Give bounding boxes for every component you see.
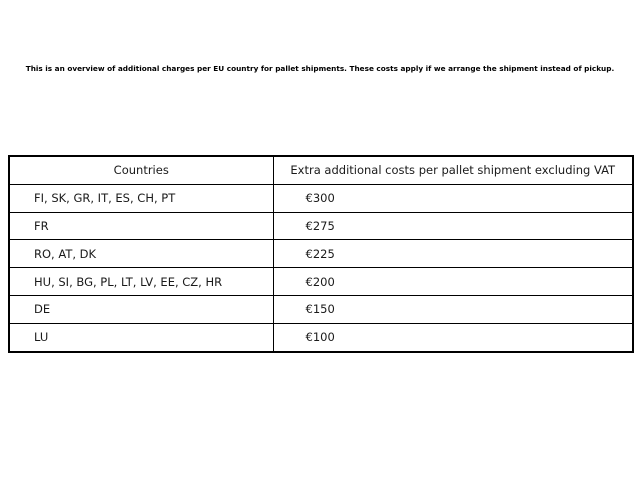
countries-cell: FI, SK, GR, IT, ES, CH, PT [9,184,273,212]
charges-table [8,155,634,353]
cost-cell: €150 [273,295,633,323]
countries-cell: DE [9,295,273,323]
table-row [9,268,633,296]
table-row [9,212,633,240]
table-row [9,295,633,323]
cost-cell: €100 [273,323,633,351]
table-row [9,240,633,268]
cost-cell: €275 [273,212,633,240]
cost-cell: €225 [273,240,633,268]
cost-cell: €200 [273,268,633,296]
table-row [9,184,633,212]
table-header-row [9,156,633,184]
countries-cell: FR [9,212,273,240]
countries-cell: HU, SI, BG, PL, LT, LV, EE, CZ, HR [9,268,273,296]
countries-cell: LU [9,323,273,351]
countries-column-header: Countries [9,156,273,184]
cost-cell: €300 [273,184,633,212]
cost-column-header: Extra additional costs per pallet shipment excluding VAT [273,156,633,184]
overview-note: This is an overview of additional charges per EU country for pallet shipments. These costs apply if we arrange the shipment instead of pickup. [25,64,615,73]
table-row [9,323,633,351]
countries-cell: RO, AT, DK [9,240,273,268]
